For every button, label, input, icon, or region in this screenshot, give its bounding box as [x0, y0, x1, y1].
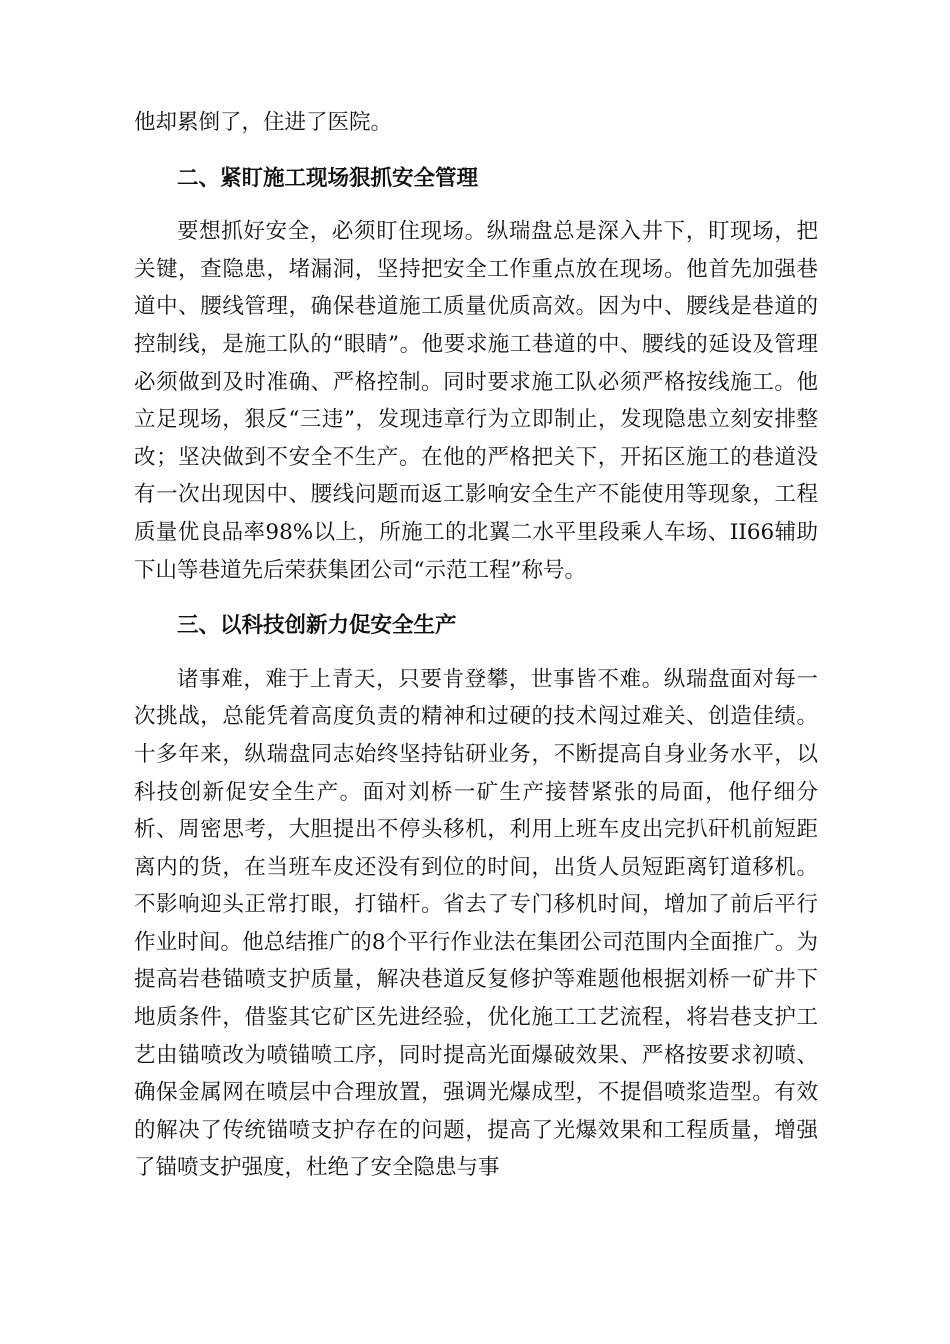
section-2-paragraph: 要想抓好安全，必须盯住现场。纵瑞盘总是深入井下，盯现场，把关键，查隐患，堵漏洞，坚持把安全工作重点放在现场。他首先加强巷道中、腰线管理，确保巷道施工质量优质高效。因为中、腰线是巷道的控制线，是施工队的“眼睛”。他要求施工巷道的中、腰线的延设及管理必须做到及时准确、严格控制。同时要求施工队必须严格按线施工。他立足现场，狠反“三违”，发现违章行为立即制止，发现隐患立刻安排整改；坚决做到不安全不生产。在他的严格把关下，开拓区施工的巷道没有一次出现因中、腰线问题而返工影响安全生产不能使用等现象，工程质量优良品率98%以上，所施工的北翼二水平里段乘人车场、II66辅助下山等巷道先后荣获集团公司“示范工程”称号。: [134, 219, 818, 583]
document-page: [134, 104, 818, 1187]
continuation-paragraph: 他却累倒了，住进了医院。: [134, 110, 393, 135]
section-3-paragraph: 诸事难，难于上青天，只要肯登攀，世事皆不难。纵瑞盘面对每一次挑战，总能凭着高度负责的精神和过硬的技术闯过难关、创造佳绩。十多年来，纵瑞盘同志始终坚持钻研业务，不断提高自身业务水平，以科技创新促安全生产。面对刘桥一矿生产接替紧张的局面，他仔细分析、周密思考，大胆提出不停头移机，利用上班车皮出完扒矸机前短距离内的货，在当班车皮还没有到位的时间，出货人员短距离钉道移机。不影响迎头正常打眼，打锚杆。省去了专门移机时间，增加了前后平行作业时间。他总结推广的8个平行作业法在集团公司范围内全面推广。为提高岩巷锚喷支护质量，解决巷道反复修护等难题他根据刘桥一矿井下地质条件，借鉴其它矿区先进经验，优化施工工艺流程，将岩巷支护工艺由锚喷改为喷锚喷工序，同时提高光面爆破效果、严格按要求初喷、确保金属网在喷层中合理放置，强调光爆成型，不提倡喷浆造型。有效的解决了传统锚喷支护存在的问题，提高了光爆效果和工程质量，增强了锚喷支护强度，杜绝了安全隐患与事: [134, 666, 818, 1181]
section-heading-2: 二、紧盯施工现场狠抓安全管理: [177, 165, 479, 191]
section-heading-3: 三、以科技创新力促安全生产: [177, 613, 457, 639]
